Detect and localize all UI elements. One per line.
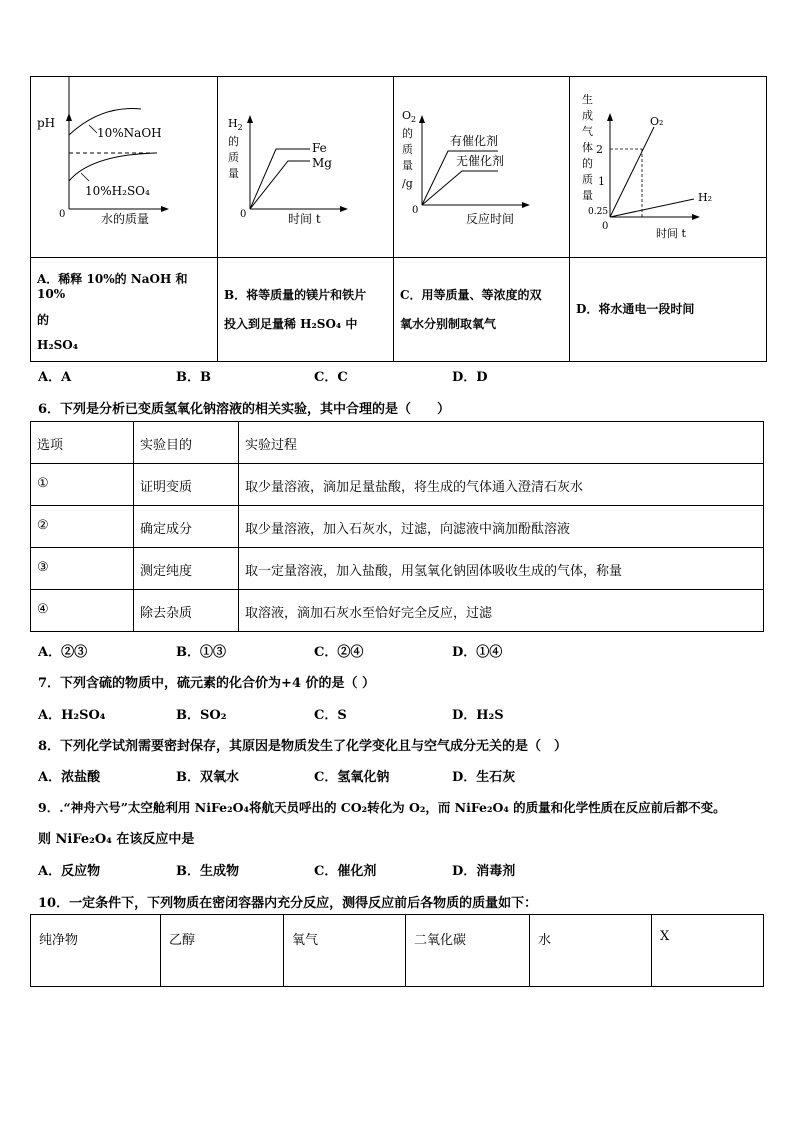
q6-stem: 6．下列是分析已变质氢氧化钠溶液的相关实验，其中合理的是（ ） [38,402,451,417]
svg-text:量: 量 [402,159,413,172]
svg-text:0: 0 [602,221,609,232]
graph-b-mg-label: Mg [312,156,332,170]
q8-option-a[interactable]: A．浓盐酸 [38,770,101,785]
q10-stem: 10．一定条件下，下列物质在密闭容器内充分反应，测得反应前后各物质的质量如下： [38,896,538,911]
graph-b-fe-label: Fe [312,141,327,155]
svg-text:2: 2 [596,143,603,156]
graph-a-origin: 0 [59,209,66,220]
q5-option-a[interactable]: A．A [38,370,72,385]
svg-text:体: 体 [582,141,593,154]
q6-option-b[interactable]: B．①③ [176,645,226,660]
q9-option-c[interactable]: C．催化剂 [314,864,377,879]
graph-a-cell [31,77,218,258]
q8-stem: 8．下列化学试剂需要密封保存，其原因是物质发生了化学变化且与空气成分无关的是（ ） [38,739,568,754]
q6-row3-process: 取一定量溶液，加入盐酸，用氢氧化钠固体吸收生成的气体，称量 [239,548,764,590]
graph-d-cell [570,77,767,258]
q6-option-d[interactable]: D．①④ [452,645,503,660]
svg-text:H2: $H_2$ [228,117,243,132]
q6-option-a[interactable]: A．②③ [38,645,88,660]
graph-a [31,77,217,253]
q8-option-c[interactable]: C．氢氧化钠 [314,770,390,785]
q10-header-water: 水 [530,915,652,987]
q6-row4-option: ④ [31,590,134,632]
q7-option-a[interactable]: A．H₂SO₄ [38,708,106,723]
graph-a-naoh-label: 10%NaOH [97,126,162,140]
graph-a-h2so4-label: 10%H₂SO₄ [85,184,150,198]
q10-table [30,914,764,987]
desc-c-line-2: 氧水分别制取氧气 [400,317,497,331]
svg-text:/g: /g [402,177,413,190]
svg-text:量: 量 [228,167,239,180]
q10-header-substance: 纯净物 [31,915,161,987]
q6-row1-option: ① [31,464,134,506]
svg-text:气: 气 [582,125,593,138]
q6-row3-option: ③ [31,548,134,590]
desc-a-line-2: 的 [37,313,50,327]
q10-header-x: X [652,915,764,987]
desc-a-cell [31,258,218,362]
desc-c-line-1: C．用等质量、等浓度的双 [400,288,542,302]
svg-text:成: 成 [582,109,593,122]
q6-row1-process: 取少量溶液，滴加足量盐酸，将生成的气体通入澄清石灰水 [239,464,764,506]
svg-text:的: 的 [228,135,239,148]
q6-row3-purpose: 测定纯度 [134,548,239,590]
q10-header-oxygen: 氧气 [284,915,406,987]
svg-text:质: 质 [402,143,413,156]
q6-table [30,421,764,632]
graph-a-xlabel: 水的质量 [101,212,150,226]
svg-text:0.25: 0.25 [588,207,609,217]
q9-option-b[interactable]: B．生成物 [176,864,239,879]
graph-d [570,77,766,253]
graph-d-h2-label: H₂ [698,191,713,204]
q7-option-c[interactable]: C．S [314,708,347,723]
q5-option-d[interactable]: D．D [452,370,488,385]
q6-row4-purpose: 除去杂质 [134,590,239,632]
desc-a-line-3: H₂SO₄ [37,338,78,352]
q7-option-d[interactable]: D．H₂S [452,708,504,723]
q6-header-option: 选项 [31,422,134,464]
q6-row2-process: 取少量溶液，加入石灰水，过滤，向滤液中滴加酚酞溶液 [239,506,764,548]
svg-text:0: 0 [412,205,419,216]
q9-stem-line-2: 则 NiFe₂O₄ 在该反应中是 [38,832,195,847]
q8-option-b[interactable]: B．双氧水 [176,770,239,785]
svg-text:时间 t: 时间 t [288,212,321,226]
svg-text:0: 0 [240,209,247,220]
graph-c-no-catalyst-label: 无催化剂 [456,154,505,168]
graph-c-catalyst-label: 有催化剂 [450,134,499,148]
desc-a-line-1: A．稀释 10%的 NaOH 和 10% [37,272,188,301]
graph-b-cell [218,77,394,258]
svg-text:时间 t: 时间 t [656,227,686,240]
desc-c-cell [394,258,570,362]
q7-stem: 7．下列含硫的物质中，硫元素的化合价为+4 价的是（ ） [38,676,376,691]
q7-option-b[interactable]: B．SO₂ [176,708,227,723]
q6-row1-purpose: 证明变质 [134,464,239,506]
graph-c-cell [394,77,570,258]
q5-option-c[interactable]: C．C [314,370,348,385]
q9-option-a[interactable]: A．反应物 [38,864,101,879]
desc-d-line-1: D．将水通电一段时间 [576,302,695,316]
desc-b-cell [218,258,394,362]
q6-row4-process: 取溶液，滴加石灰水至恰好完全反应，过滤 [239,590,764,632]
graph-b [218,77,393,253]
q5-table [30,76,767,362]
q5-option-b[interactable]: B．B [176,370,211,385]
graph-c [394,77,569,253]
graph-d-o2-label: O₂ [650,115,664,128]
svg-text:O2: $O_2$ [402,109,417,124]
q6-option-c[interactable]: C．②④ [314,645,364,660]
svg-text:的: 的 [402,127,413,140]
desc-b-line-2: 投入到足量稀 H₂SO₄ 中 [224,317,358,331]
svg-text:量: 量 [582,189,593,202]
graph-a-ylabel: pH [37,116,56,130]
desc-d-cell [570,258,767,362]
desc-b-line-1: B．将等质量的镁片和铁片 [224,288,367,302]
svg-text:的: 的 [582,157,593,170]
q10-header-co2: 二氧化碳 [406,915,530,987]
svg-text:质: 质 [582,173,593,186]
q10-header-ethanol: 乙醇 [161,915,284,987]
q8-option-d[interactable]: D．生石灰 [452,770,516,785]
svg-text:反应时间: 反应时间 [466,212,515,226]
svg-text:质: 质 [228,151,239,164]
svg-text:生: 生 [582,93,593,106]
svg-text:1: 1 [598,175,605,188]
q6-header-process: 实验过程 [239,422,764,464]
q6-row2-option: ② [31,506,134,548]
q6-row2-purpose: 确定成分 [134,506,239,548]
q9-stem-line-1: 9．.“神舟六号”太空舱利用 NiFe₂O₄将航天员呼出的 CO₂转化为 O₂，而 NiFe₂O₄ 的质量和化学性质在反应前后都不变。 [38,800,726,815]
q9-option-d[interactable]: D．消毒剂 [452,864,516,879]
q6-header-purpose: 实验目的 [134,422,239,464]
